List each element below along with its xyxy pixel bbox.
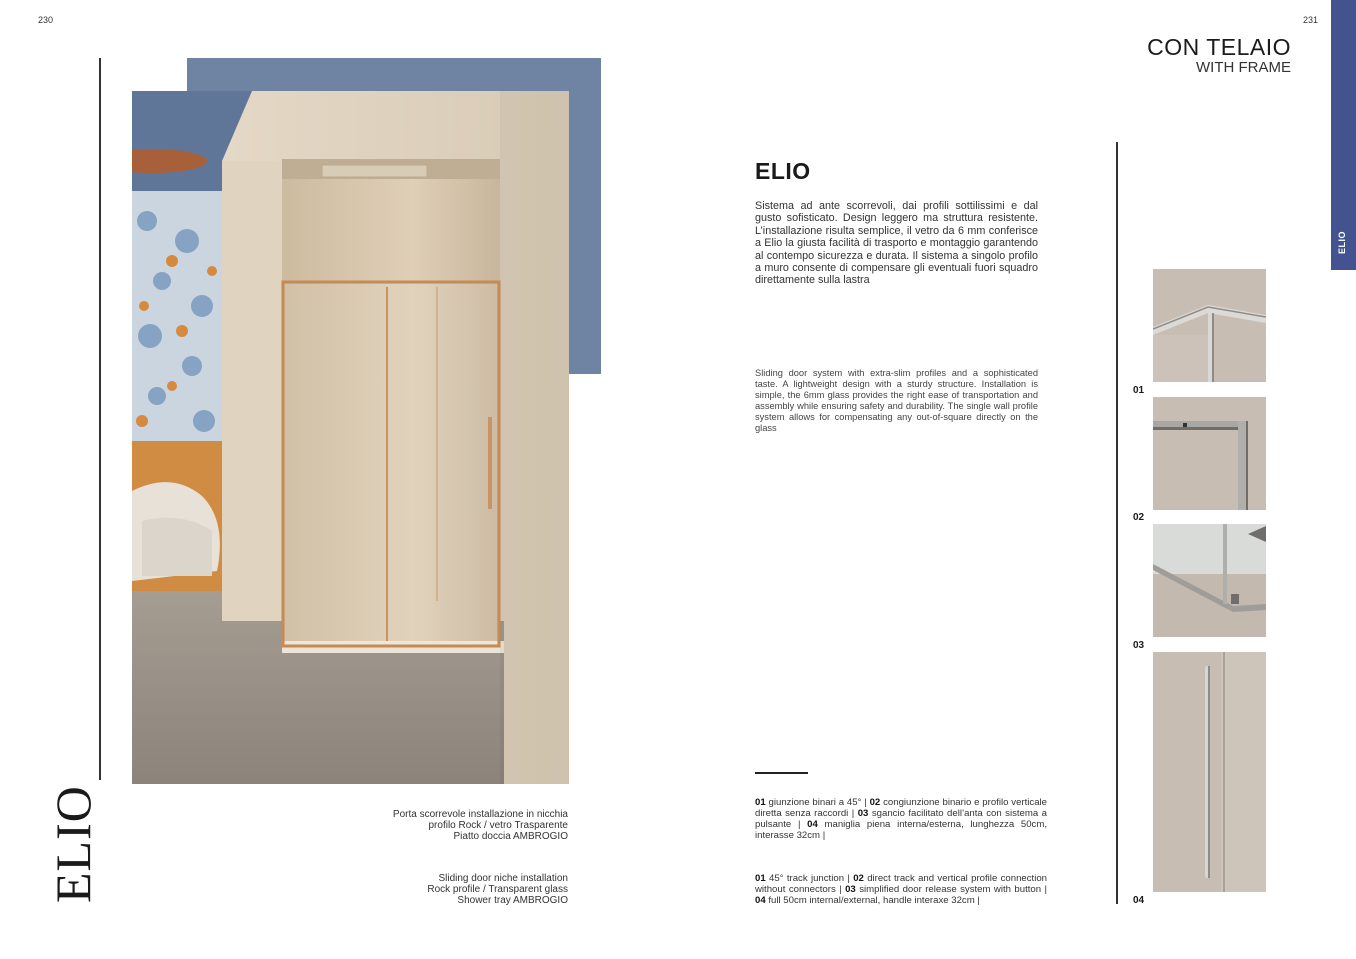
thumbnail-number-03: 03 (1133, 640, 1145, 651)
shower-niche-illustration (132, 91, 569, 784)
vertical-rule-right (1116, 142, 1118, 904)
feature-text: giunzione binari a 45° | (765, 797, 870, 808)
thumbnail-number-04: 04 (1133, 895, 1145, 906)
caption-en-line: Shower tray AMBROGIO (457, 895, 568, 906)
description-italian: Sistema ad ante scorrevoli, dai profili sottilissimi e dal gusto sofisticato. Design leggero ma struttura resistente. L’installazione risulta semplice, il vetro da 6 mm conferisce a Elio la giusta facilità di trasporto e montaggio garantendo al contempo sicurezza e durata. Il sistema a singolo profilo a muro consente di compensare gli eventuali fuori squadro direttamente sulla lastra (755, 200, 1038, 287)
detail-thumbnail-02 (1153, 397, 1266, 510)
caption-it-line: Porta scorrevole installazione in nicchia (392, 809, 568, 820)
feature-text: 45° track junction | (765, 873, 854, 884)
caption-it-line: profilo Rock / vetro Trasparente (428, 820, 568, 831)
short-divider (755, 772, 808, 774)
features-english (755, 873, 1047, 906)
feature-text: maniglia piena interna/esterna, lunghezza 50cm, interasse 32cm | (755, 819, 1047, 841)
detail-thumbnail-01 (1153, 269, 1266, 382)
feature-number: 03 (857, 808, 869, 819)
feature-text: full 50cm internal/external, handle interaxe 32cm | (765, 895, 980, 906)
description-english: Sliding door system with extra-slim profiles and a sophisticated taste. A lightweight design with a sturdy structure. Installation is simple, the 6mm glass provides the right ease of transportation and assembly while ensuring safety and durability. The single wall profile system allows for compensating any out-of-square directly on the glass (755, 368, 1038, 433)
caption-italian (268, 809, 568, 842)
feature-number: 02 (869, 797, 881, 808)
side-tab-label: ELIO (1337, 230, 1347, 254)
caption-english (268, 873, 568, 906)
page-number-right: 231 (1303, 15, 1319, 25)
detail-thumbnail-04 (1153, 652, 1266, 892)
side-tab[interactable] (1331, 0, 1356, 270)
section-title: CON TELAIO (1147, 34, 1291, 60)
product-title: ELIO (755, 158, 811, 184)
hero-photo (132, 91, 569, 784)
detail-thumbnail-03 (1153, 524, 1266, 637)
feature-number: 04 (755, 895, 766, 906)
feature-text: sgancio facilitato dell’anta con sistema a pulsante | (755, 808, 1047, 830)
feature-number: 03 (845, 884, 856, 895)
thumbnail-number-01: 01 (1133, 385, 1145, 396)
feature-number: 04 (807, 819, 818, 830)
feature-text: simplified door release system with button | (855, 884, 1047, 895)
feature-text: direct track and vertical profile connection without connectors | (755, 873, 1048, 895)
release-button-photo (1153, 524, 1266, 637)
caption-en-line: Rock profile / Transparent glass (427, 884, 568, 895)
features-italian (755, 797, 1047, 841)
thumbnail-number-02: 02 (1133, 512, 1145, 523)
caption-it-line: Piatto doccia AMBROGIO (453, 831, 568, 842)
section-subtitle: WITH FRAME (1196, 59, 1291, 76)
caption-en-line: Sliding door niche installation (438, 873, 568, 884)
corner-junction-photo (1153, 269, 1266, 382)
feature-number: 01 (755, 797, 766, 808)
handle-photo (1153, 652, 1266, 892)
feature-text: congiunzione binario e profilo verticale diretta senza raccordi | (755, 797, 1047, 819)
feature-number: 01 (755, 873, 766, 884)
track-connection-photo (1153, 397, 1266, 510)
vertical-rule-left (99, 58, 101, 780)
page-number-left: 230 (38, 15, 54, 25)
vertical-product-title: ELIO (45, 785, 101, 903)
feature-number: 02 (853, 873, 864, 884)
